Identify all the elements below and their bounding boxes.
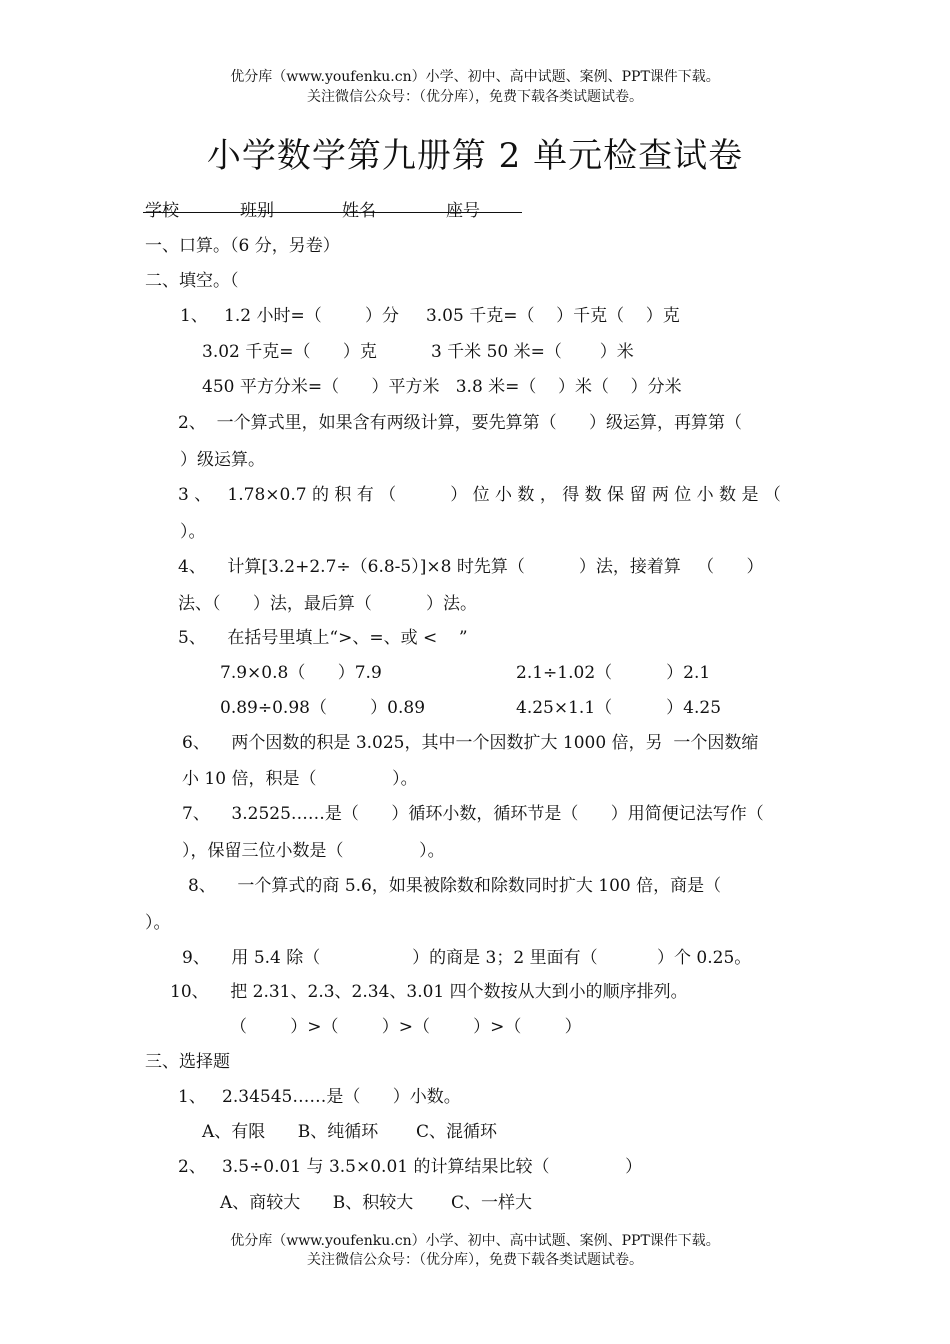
q9-line: 9、 用 5.4 除（ ）的商是 3；2 里面有（ ）个 0.25。	[182, 948, 752, 968]
q3-line-2: ）。	[180, 522, 206, 542]
q2-line-1: 2、 一个算式里，如果含有两级计算，要先算第（ ）级运算，再算第（	[178, 413, 743, 433]
q8-line-1: 8、 一个算式的商 5.6，如果被除数和除数同时扩大 100 倍，商是（	[188, 876, 722, 896]
q6-line-1: 6、 两个因数的积是 3.025，其中一个因数扩大 1000 倍，另 一个因数缩	[182, 733, 759, 753]
q3-line-1: 3 、 1.78×0.7 的 积 有 （ ） 位 小 数 ， 得 数 保 留 两 位 小 数 是 （	[178, 485, 781, 505]
name-label: 姓名	[342, 201, 376, 221]
section-2-heading: 二、填空。（	[145, 271, 239, 291]
section-3-heading: 三、选择题	[145, 1052, 230, 1072]
q2-line-2: ）级运算。	[180, 450, 265, 470]
class-label: 班别	[240, 201, 274, 221]
q6-line-2: 小 10 倍，积是（ ）。	[182, 769, 418, 789]
choice-2-question: 2、 3.5÷0.01 与 3.5×0.01 的计算结果比较（ ）	[178, 1157, 643, 1177]
q7-line-2: ），保留三位小数是（ ）。	[182, 841, 445, 861]
q4-line-1: 4、 计算[3.2+2.7÷（6.8-5）]×8 时先算（ ）法，接着算 （ ）	[178, 557, 764, 577]
q1-line-2: 3.02 千克=（ ）克 3 千米 50 米=（ ）米	[202, 342, 634, 362]
choice-1-question: 1、 2.34545……是（ ）小数。	[178, 1087, 461, 1107]
q10-line-2: （ ）>（ ）>（ ）>（ ）	[230, 1017, 582, 1037]
section-1-heading: 一、口算。（6 分，另卷）	[145, 236, 340, 256]
choice-2-options: A、商较大 B、积较大 C、一样大	[220, 1193, 533, 1213]
q7-line-1: 7、 3.2525……是（ ）循环小数，循环节是（ ）用简便记法写作（	[182, 804, 764, 824]
q5-line-1: 5、 在括号里填上“>、=、或 < ”	[178, 628, 468, 648]
q10-line-1: 10、 把 2.31、2.3、2.34、3.01 四个数按从大到小的顺序排列。	[170, 982, 688, 1002]
header-line-1: 优分库（www.youfenku.cn）小学、初中、高中试题、案例、PPT课件下载。	[230, 69, 720, 85]
school-label: 学校	[145, 201, 179, 221]
header-line-2: 关注微信公众号：（优分库），免费下载各类试题试卷。	[307, 89, 643, 105]
page-title: 小学数学第九册第 2 单元检查试卷	[206, 136, 744, 176]
seat-label: 座号	[446, 201, 480, 221]
q5-item-1: 7.9×0.8（ ）7.9	[220, 663, 382, 683]
q1-line-3: 450 平方分米=（ ）平方米 3.8 米=（ ）米（ ）分米	[202, 377, 682, 397]
q4-line-2: 法、（ ）法，最后算（ ）法。	[178, 594, 477, 614]
footer-line-2: 关注微信公众号：（优分库），免费下载各类试题试卷。	[307, 1252, 643, 1268]
q8-line-2: ）。	[145, 913, 171, 933]
footer-line-1: 优分库（www.youfenku.cn）小学、初中、高中试题、案例、PPT课件下载。	[230, 1233, 720, 1249]
q5-item-3: 0.89÷0.98（ ）0.89	[220, 698, 426, 718]
q5-item-4: 4.25×1.1（ ）4.25	[516, 698, 722, 718]
q1-line-1: 1、 1.2 小时=（ ）分 3.05 千克=（ ）千克（ ）克	[180, 306, 680, 326]
choice-1-options: A、有限 B、纯循环 C、混循环	[202, 1122, 498, 1142]
q5-item-2: 2.1÷1.02（ ）2.1	[516, 663, 711, 683]
